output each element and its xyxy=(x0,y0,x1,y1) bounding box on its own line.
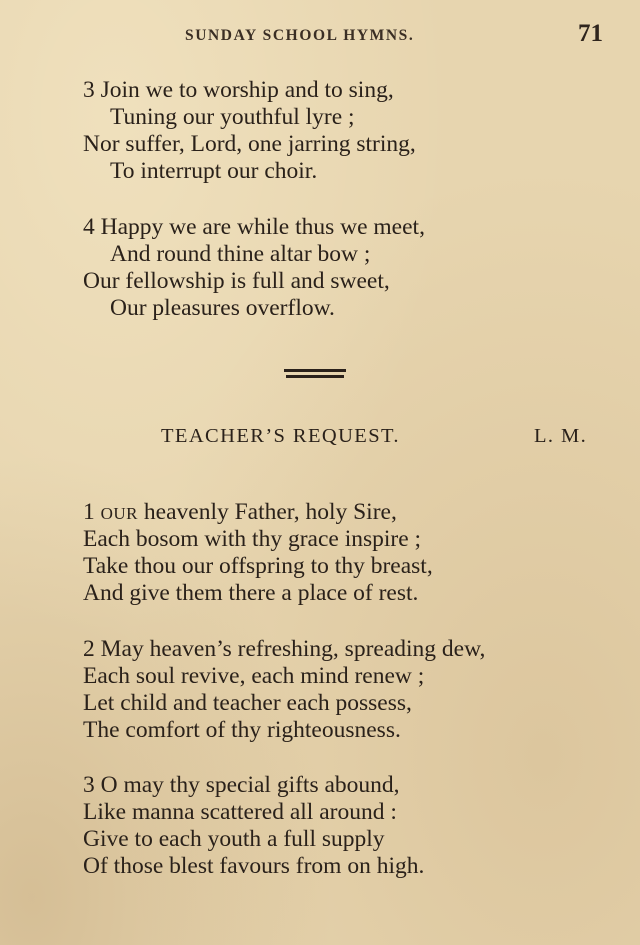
verse-line: And give them there a place of rest. xyxy=(83,580,419,606)
stanza-number: 1 xyxy=(83,499,95,525)
stanza-prev-4 xyxy=(83,214,425,322)
verse-line: Of those blest favours from on high. xyxy=(83,853,425,879)
verse-line xyxy=(83,499,433,526)
running-head: SUNDAY SCHOOL HYMNS. xyxy=(185,27,415,44)
verse-line: Each bosom with thy grace inspire ; xyxy=(83,526,422,552)
verse-line: Let child and teacher each possess, xyxy=(83,690,412,716)
verse-line: Nor suffer, Lord, one jarring string, xyxy=(83,131,416,157)
first-line-text: heavenly Father, holy Sire, xyxy=(143,499,397,525)
verse-line: Each soul revive, each mind renew ; xyxy=(83,663,425,689)
verse-line: 4 Happy we are while thus we meet, xyxy=(83,214,425,240)
hymn-title: TEACHER’S REQUEST. xyxy=(161,425,400,447)
verse-line: Take thou our offspring to thy breast, xyxy=(83,553,433,579)
verse-line: Our pleasures overflow. xyxy=(110,295,335,321)
stanza-3 xyxy=(83,772,424,880)
page-number: 71 xyxy=(578,20,603,47)
ornamental-rule xyxy=(284,369,346,379)
hymn-meter: L. M. xyxy=(534,425,588,447)
verse-line: And round thine altar bow ; xyxy=(110,241,371,267)
verse-line: The comfort of thy righteousness. xyxy=(83,717,401,743)
stanza-1 xyxy=(83,499,433,607)
verse-line: Give to each youth a full supply xyxy=(83,826,385,852)
verse-line: 3 Join we to worship and to sing, xyxy=(83,77,394,103)
stanza-prev-3 xyxy=(83,77,416,185)
verse-line: 3 O may thy special gifts abound, xyxy=(83,772,400,798)
verse-line: To interrupt our choir. xyxy=(110,158,318,184)
stanza-2 xyxy=(83,636,485,744)
verse-line: Our fellowship is full and sweet, xyxy=(83,268,390,294)
verse-line: Like manna scattered all around : xyxy=(83,799,397,825)
verse-line: 2 May heaven’s refreshing, spreading dew, xyxy=(83,636,486,662)
verse-line: Tuning our youthful lyre ; xyxy=(110,104,355,130)
first-word-small-caps: OUR xyxy=(100,504,139,523)
